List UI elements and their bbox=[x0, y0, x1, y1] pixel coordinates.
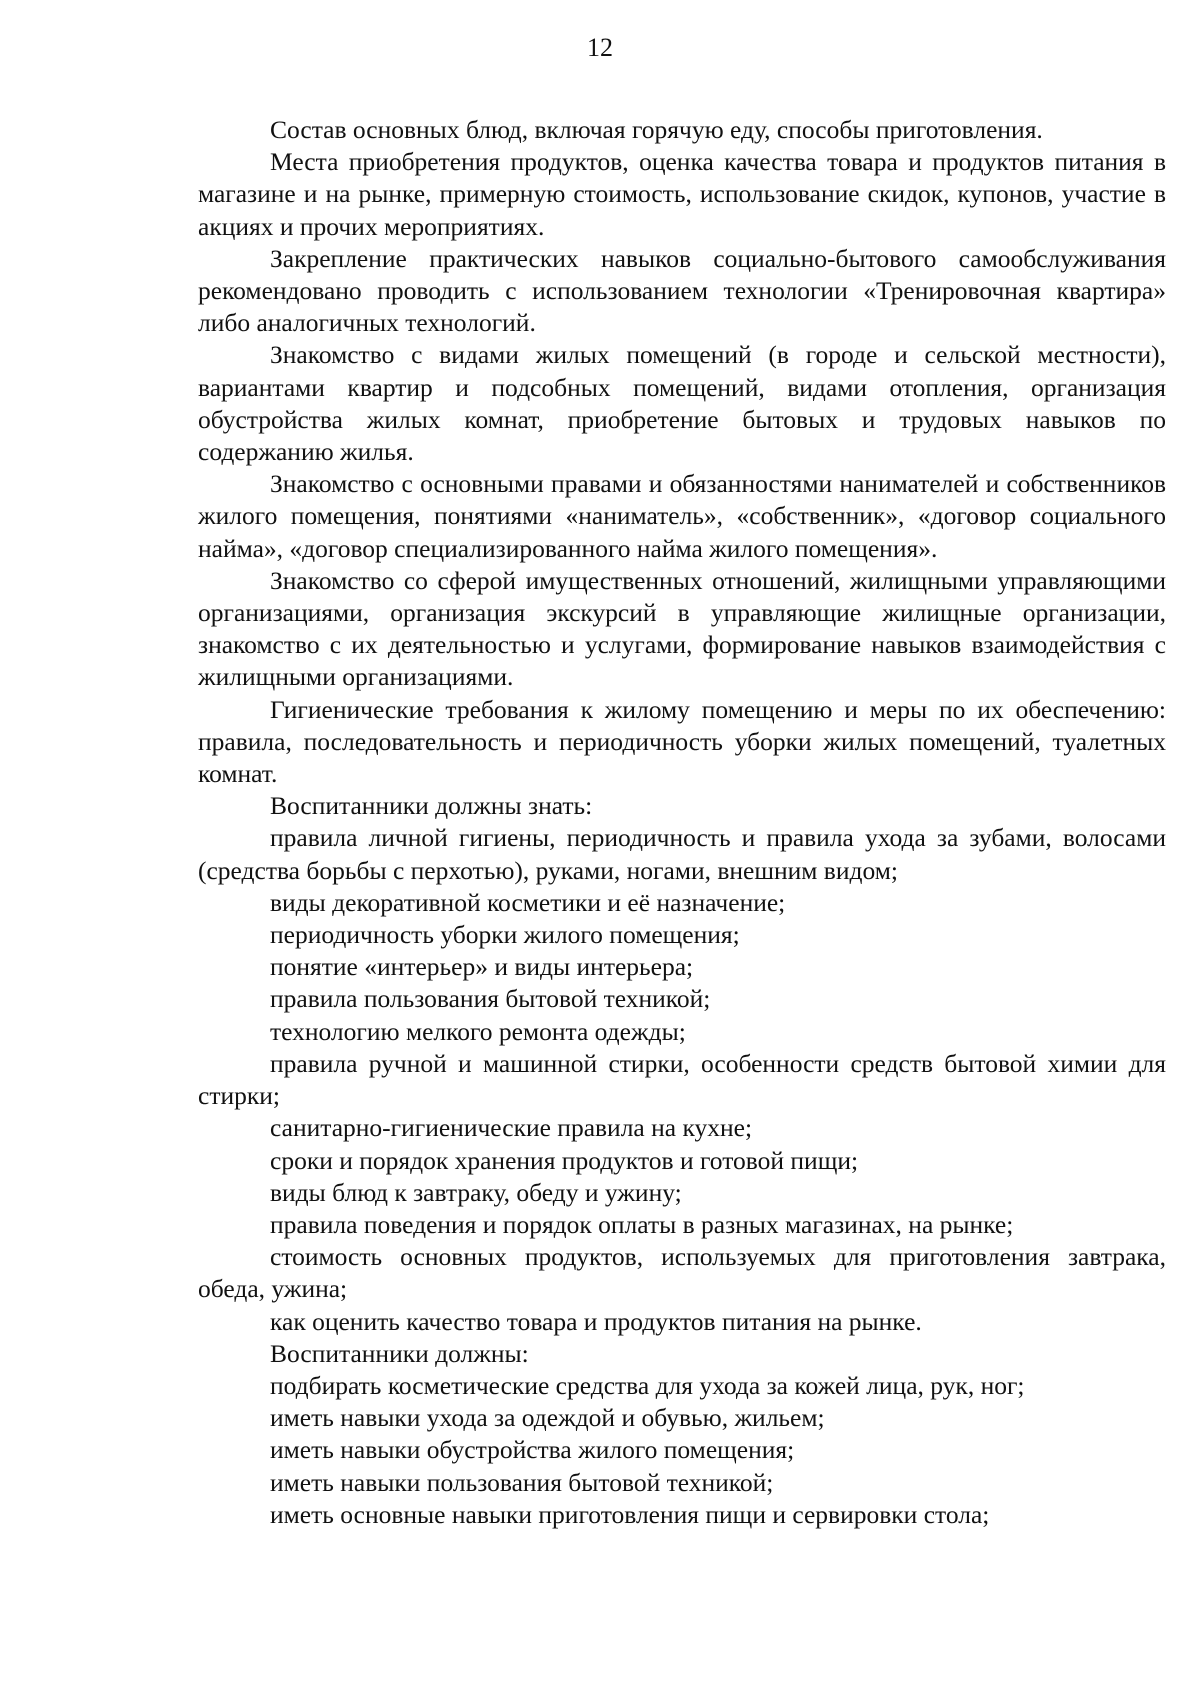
must-know-heading: Воспитанники должны знать: bbox=[270, 791, 593, 821]
list-item: правила ручной и машинной стирки, особенности средств бытовой химии для стирки; bbox=[198, 1048, 1166, 1111]
list-item: иметь навыки обустройства жилого помещения; bbox=[270, 1435, 795, 1465]
list-item: виды декоративной косметики и её назначение; bbox=[270, 887, 786, 917]
paragraph-dishes: Состав основных блюд, включая горячую еду, способы приготовления. bbox=[270, 115, 1043, 144]
list-item: технологию мелкого ремонта одежды; bbox=[270, 1016, 686, 1046]
list-item: правила пользования бытовой техникой; bbox=[270, 984, 711, 1014]
paragraph-housing-types: Знакомство с видами жилых помещений (в городе и сельской местности), вариантами квартир и подсобных помещений, видами отопления, организация обустройства жилых комнат, приобретение бытовых и трудовых навыков по содержанию жилья. bbox=[198, 340, 1166, 467]
list-item: понятие «интерьер» и виды интерьера; bbox=[270, 952, 694, 982]
list-item: правила личной гигиены, периодичность и правила ухода за зубами, волосами (средства борьбы с перхотью), руками, ногами, внешним видом; bbox=[198, 823, 1166, 885]
list-item: подбирать косметические средства для ухода за кожей лица, рук, ног; bbox=[270, 1370, 1025, 1400]
list-item: виды блюд к завтраку, обеду и ужину; bbox=[270, 1177, 682, 1207]
list-item: санитарно-гигиенические правила на кухне; bbox=[270, 1113, 753, 1143]
paragraph-hygiene-requirements: Гигиенические требования к жилому помещению и меры по их обеспечению: правила, последовательность и периодичность уборки жилых помещений, туалетных комнат. bbox=[198, 694, 1166, 789]
list-item: стоимость основных продуктов, используемых для приготовления завтрака, обеда, ужина; bbox=[198, 1242, 1166, 1304]
paragraph-property-relations: Знакомство со сферой имущественных отношений, жилищными управляющими организациями, организация экскурсий в управляющие жилищные организации, знакомство с их деятельностью и услугами, формирование навыков взаимодействия с жилищными организациями. bbox=[198, 565, 1166, 692]
list-item: иметь навыки ухода за одеждой и обувью, жильем; bbox=[270, 1403, 825, 1433]
list-item: как оценить качество товара и продуктов питания на рынке. bbox=[270, 1306, 922, 1336]
must-do-heading: Воспитанники должны: bbox=[270, 1338, 529, 1368]
paragraph-training-apartment: Закрепление практических навыков социально-бытового самообслуживания рекомендовано проводить с использованием технологии «Тренировочная квартира» либо аналогичных технологий. bbox=[198, 243, 1166, 338]
text-body bbox=[198, 114, 1166, 1531]
list-item: правила поведения и порядок оплаты в разных магазинах, на рынке; bbox=[270, 1209, 1014, 1239]
list-item: периодичность уборки жилого помещения; bbox=[270, 920, 740, 950]
paragraph-tenant-rights: Знакомство с основными правами и обязанностями нанимателей и собственников жилого помещения, понятиями «наниматель», «собственник», «договор социального найма», «договор специализированного найма жилого помещения». bbox=[198, 469, 1166, 563]
page-number: 12 bbox=[587, 33, 613, 62]
list-item: иметь основные навыки приготовления пищи и сервировки стола; bbox=[270, 1499, 990, 1529]
paragraph-shopping: Места приобретения продуктов, оценка качества товара и продуктов питания в магазине и на рынке, примерную стоимость, использование скидок, купонов, участие в акциях и прочих мероприятиях. bbox=[198, 147, 1166, 241]
list-item: иметь навыки пользования бытовой техникой; bbox=[270, 1467, 774, 1497]
list-item: сроки и порядок хранения продуктов и готовой пищи; bbox=[270, 1145, 859, 1175]
